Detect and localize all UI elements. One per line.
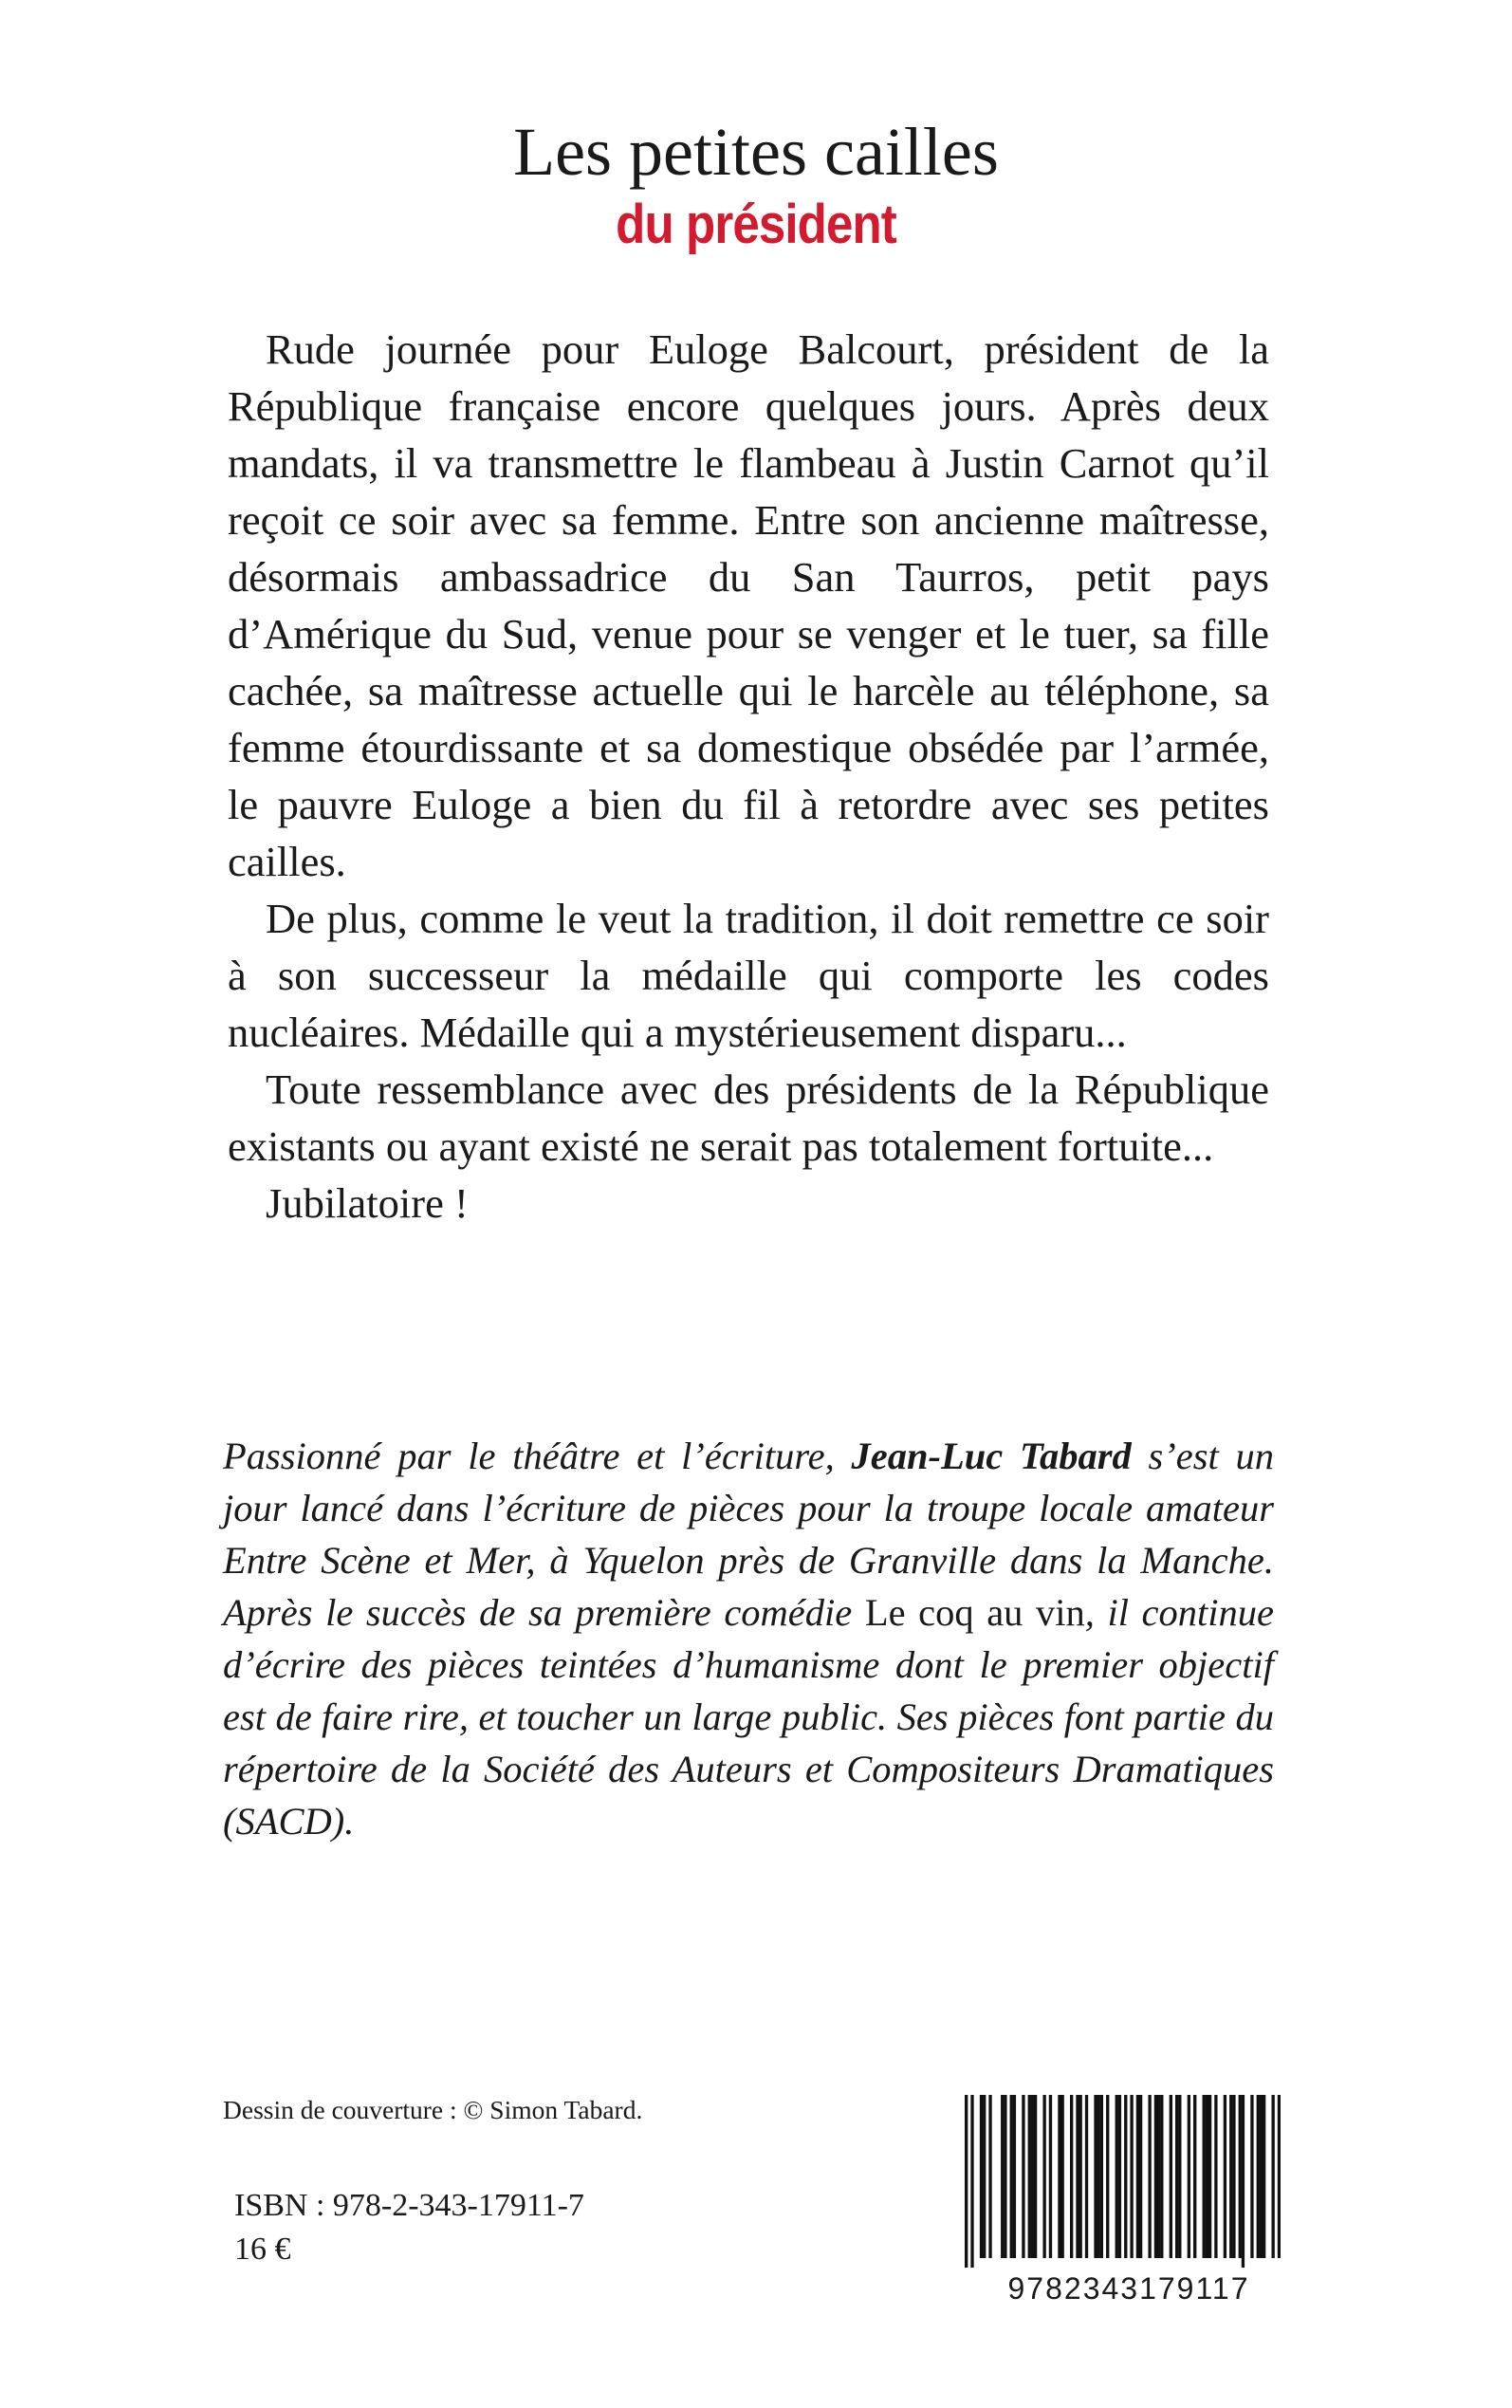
barcode-bar xyxy=(1094,2095,1097,2258)
barcode-bar xyxy=(1157,2095,1160,2258)
author-bio-text xyxy=(223,1430,1274,1847)
barcode-bar xyxy=(1193,2095,1196,2258)
barcode-bar xyxy=(1004,2095,1006,2258)
isbn-label: ISBN : 978-2-343-17911-7 xyxy=(234,2188,584,2223)
barcode-bar xyxy=(1031,2095,1034,2258)
barcode-bar xyxy=(1139,2095,1142,2258)
barcode-bar xyxy=(1160,2095,1163,2258)
blurb-paragraph: Jubilatoire ! xyxy=(266,1179,469,1227)
barcode-bar xyxy=(1100,2095,1103,2258)
barcode-bar xyxy=(1097,2095,1100,2258)
bio-text: s’est un jour lancé dans l’écriture de pièces pour la troupe locale amateur Entre Scène et Mer, à Yquelon près de Granville dans la Manche. Après le succès de sa première comédie xyxy=(223,1435,1274,1634)
barcode-bar xyxy=(1257,2095,1260,2258)
back-cover-blurb xyxy=(228,321,1269,1232)
barcode-bar xyxy=(1170,2095,1172,2258)
barcode-bar xyxy=(1232,2095,1235,2258)
barcode-bar xyxy=(980,2095,983,2258)
barcode-bar xyxy=(1224,2095,1226,2258)
author-bio xyxy=(223,1430,1274,1847)
barcode-bar xyxy=(1013,2095,1016,2258)
barcode-bar xyxy=(1214,2095,1217,2258)
barcode-bar xyxy=(1058,2095,1060,2258)
barcode-bar xyxy=(1278,2095,1281,2258)
barcode-bar xyxy=(1136,2095,1139,2258)
author-name: Jean-Luc Tabard xyxy=(851,1435,1132,1477)
barcode-bar xyxy=(1076,2095,1079,2258)
barcode-bar xyxy=(1206,2095,1208,2258)
play-title: Le coq au vin xyxy=(864,1591,1085,1634)
barcode-bar xyxy=(1271,2095,1274,2258)
bio-text: , il continue d’écrire des pièces teintées d’humanisme dont le premier objectif est de faire rire, et toucher un large public. Ses pièces font partie du répertoire de la Société des Auteurs et Compositeurs Dramatiques (SACD). xyxy=(223,1591,1275,1843)
barcode-bar xyxy=(1208,2095,1211,2258)
barcode-bar xyxy=(965,2095,968,2268)
barcode-bar xyxy=(1229,2095,1232,2258)
barcode-bar xyxy=(1034,2095,1037,2258)
barcode-bar xyxy=(1242,2095,1245,2268)
barcode-bar xyxy=(1042,2095,1045,2258)
blurb-paragraph: De plus, comme le veut la tradition, il doit remettre ce soir à son successeur la médaille qui comporte les codes nucléaires. Médaille qui a mystérieusement disparu... xyxy=(228,895,1269,1056)
barcode-bar xyxy=(1022,2095,1024,2258)
barcode-bar xyxy=(1106,2095,1109,2258)
barcode-bar xyxy=(1124,2095,1127,2258)
barcode-bar xyxy=(1188,2095,1190,2258)
barcode-bar xyxy=(1060,2095,1063,2258)
barcode-bar xyxy=(1118,2095,1121,2258)
barcode-bar xyxy=(1001,2095,1004,2258)
barcode-bar xyxy=(970,2095,973,2268)
blurb-paragraph: Toute ressemblance avec des présidents de la République existants ou ayant existé ne serait pas totalement fortuite... xyxy=(228,1065,1269,1170)
cover-credit: Dessin de couverture : © Simon Tabard. xyxy=(223,2095,643,2124)
price-label: 16 € xyxy=(234,2232,291,2267)
barcode-bar xyxy=(1116,2095,1118,2258)
barcode-bar xyxy=(1079,2095,1082,2258)
barcode-bar xyxy=(983,2095,986,2258)
book-subtitle: du président xyxy=(616,194,896,255)
barcode-bar xyxy=(988,2095,991,2258)
barcode-bar xyxy=(1175,2095,1178,2258)
book-title: Les petites cailles xyxy=(513,114,999,190)
bio-text: Passionné par le théâtre et l’écriture, xyxy=(223,1435,852,1477)
barcode-bar xyxy=(1263,2095,1265,2258)
barcode-bar xyxy=(1070,2095,1073,2258)
barcode-bar xyxy=(1028,2095,1031,2258)
barcode-bar xyxy=(1203,2095,1206,2258)
title-block xyxy=(0,112,1512,258)
barcode-bar xyxy=(1260,2095,1263,2258)
barcode-bar xyxy=(1154,2095,1157,2258)
barcode-digits: 9782343179117 xyxy=(1007,2271,1250,2306)
barcode-bar xyxy=(1178,2095,1181,2258)
barcode-bar xyxy=(1049,2095,1052,2258)
barcode-bar xyxy=(1085,2095,1088,2258)
barcode-bar xyxy=(1010,2095,1013,2258)
blurb-paragraph: Rude journée pour Euloge Balcourt, président de la République française encore quelques jours. Après deux mandats, il va transmettre le flambeau à Justin Carnot qu’il reçoit ce soir avec sa femme. Entre son ancienne maîtresse, désormais ambassadrice du San Taurros, petit pays d’Amérique du Sud, venue pour se venger et le tuer, sa fille cachée, sa maîtresse actuelle qui le harcèle au téléphone, sa femme étourdissante et sa domestique obsédée par l’armée, le pauvre Euloge a bien du fil à retordre avec ses petites cailles. xyxy=(228,325,1269,885)
barcode-bar xyxy=(1250,2095,1253,2258)
barcode-bar xyxy=(1130,2095,1133,2258)
barcode-bar xyxy=(1239,2095,1242,2258)
barcode-image xyxy=(965,2095,1281,2268)
barcode-bar xyxy=(1148,2095,1151,2258)
